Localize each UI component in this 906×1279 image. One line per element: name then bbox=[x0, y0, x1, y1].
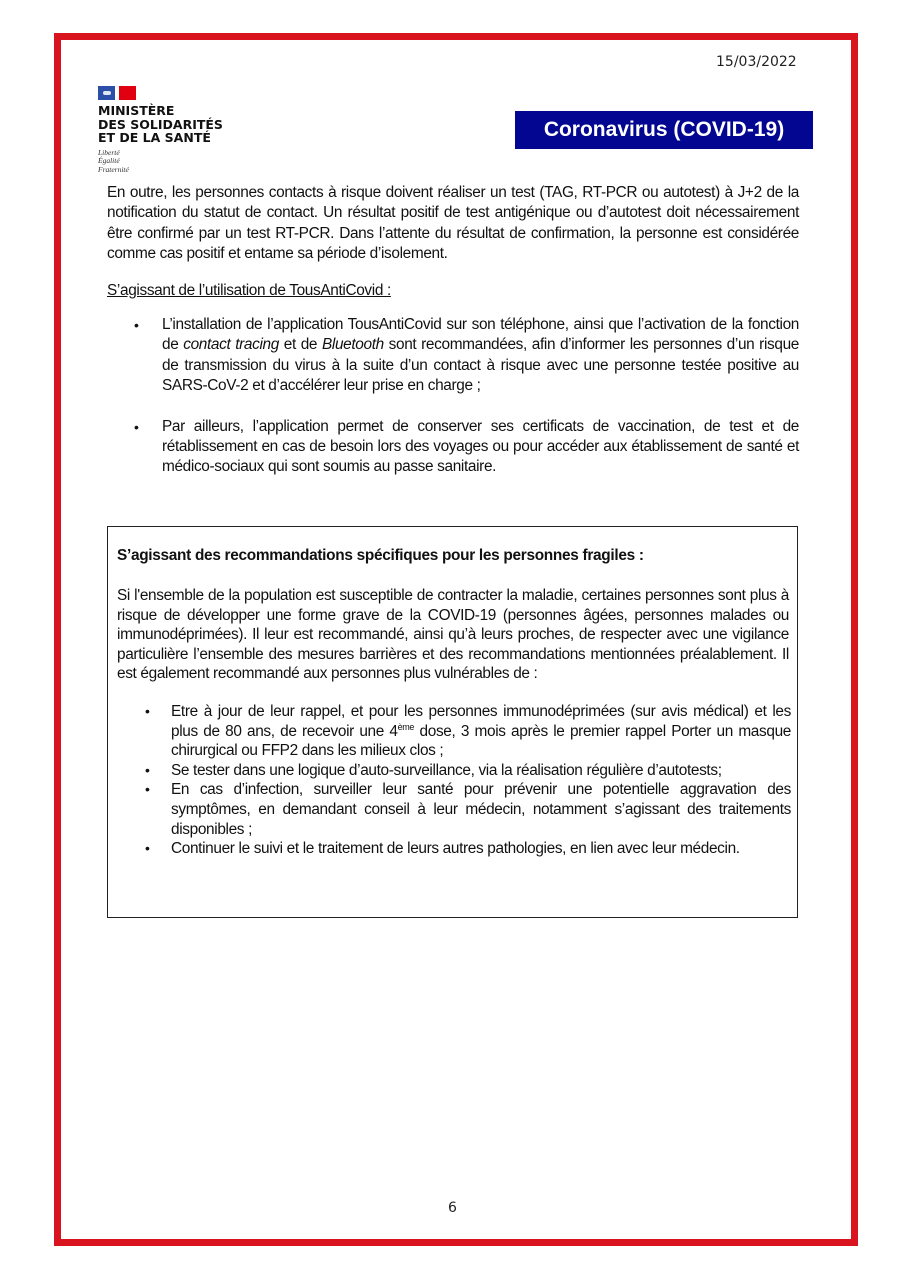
bullet-icon: • bbox=[134, 317, 139, 333]
intro-paragraph: En outre, les personnes contacts à risque doivent réaliser un test (TAG, RT-PCR ou autotest) à J+2 de la notification du statut de contact. Un résultat positif de test antigénique ou d’autotest doit nécessairement être confirmé par un test RT-PCR. Dans l’attente du résultat de confirmation, la personne est considérée comme cas positif et entame sa période d’isolement. bbox=[107, 184, 799, 263]
fragile-recommendations-list bbox=[117, 702, 791, 859]
item-text: Continuer le suivi et le traitement de leurs autres pathologies, en lien avec leur médecin. bbox=[171, 840, 740, 858]
item-text: sont recommandées, afin d’informer les personnes d’un risque de transmission du virus à la suite d’un contact à risque avec une personne testée positive au SARS-CoV-2 et d’accélérer leur prise en charge ; bbox=[162, 336, 799, 395]
item-text: dose, 3 mois après le premier rappel Porter un masque chirurgical ou FFP2 dans les milieux clos ; bbox=[171, 722, 791, 760]
flag-blue-part bbox=[98, 86, 115, 100]
item-text: et de bbox=[278, 336, 322, 354]
list-item bbox=[107, 315, 799, 397]
fragile-box-heading: S’agissant des recommandations spécifiques pour les personnes fragiles : bbox=[117, 547, 644, 564]
ministry-line: MINISTÈRE bbox=[98, 103, 175, 118]
french-republic-marianne-flag-icon bbox=[98, 86, 136, 100]
list-item bbox=[117, 839, 791, 859]
bullet-icon: • bbox=[145, 703, 150, 719]
ministry-logo bbox=[98, 86, 223, 174]
ministry-line: DES SOLIDARITÉS bbox=[98, 116, 223, 132]
motto-line: Fraternité bbox=[98, 164, 129, 174]
item-text: Par ailleurs, l’application permet de conserver ses certificats de vaccination, de test et de rétablissement en cas de besoin lors des voyages ou pour accéder aux établissement de santé et médico-sociaux qui sont soumis au passe sanitaire. bbox=[162, 417, 799, 476]
tousanticovid-list bbox=[107, 315, 799, 478]
fragile-box-body: Si l'ensemble de la population est susceptible de contracter la maladie, certaines personnes sont plus à risque de développer une forme grave de la COVID-19 (personnes âgées, personnes malades ou immunodéprimées). Il leur est recommandé, ainsi qu’à leurs proches, de respecter avec une vigilance particulière l’ensemble des mesures barrières et des recommandations mentionnées préalablement. Il est également recommandé aux personnes plus vulnérables de : bbox=[117, 587, 789, 682]
item-text: L’installation de l’application TousAntiCovid sur son téléphone, ainsi que l’activation de la fonction de bbox=[162, 316, 799, 354]
bullet-icon: • bbox=[145, 781, 150, 798]
ministry-line: ET DE LA SANTÉ bbox=[98, 130, 211, 145]
item-text: Se tester dans une logique d’auto-surveillance, via la réalisation régulière d’autotests; bbox=[171, 761, 722, 779]
page-number: 6 bbox=[448, 1200, 457, 1216]
topic-banner bbox=[515, 111, 813, 149]
bullet-icon: • bbox=[134, 418, 139, 435]
motto-line: Liberté bbox=[98, 147, 120, 157]
document-date: 15/03/2022 bbox=[716, 54, 797, 70]
list-item bbox=[107, 417, 799, 478]
superscript: ème bbox=[397, 721, 415, 732]
ministry-name bbox=[98, 104, 223, 145]
item-text: Etre à jour de leur rappel, et pour les personnes immunodéprimées (sur avis médical) et les plus de 80 ans, de recevoir une 4 bbox=[171, 703, 791, 740]
list-item bbox=[117, 702, 791, 761]
item-emphasis: Bluetooth bbox=[321, 336, 384, 354]
list-item bbox=[117, 780, 791, 839]
bullet-icon: • bbox=[145, 840, 150, 857]
flag-red-part bbox=[119, 86, 136, 100]
list-item bbox=[117, 761, 791, 781]
fragile-persons-box bbox=[107, 526, 798, 918]
republic-motto bbox=[98, 149, 223, 175]
item-emphasis: contact tracing bbox=[183, 336, 279, 354]
banner-title: Coronavirus (COVID-19) bbox=[543, 118, 785, 141]
bullet-icon: • bbox=[145, 761, 150, 778]
motto-line: Égalité bbox=[98, 156, 120, 165]
tousanticovid-heading: S’agissant de l’utilisation de TousAntiCovid : bbox=[107, 282, 391, 299]
item-text: En cas d’infection, surveiller leur santé pour prévenir une potentielle aggravation des symptômes, en demandant conseil à leur médecin, notamment s’agissant des traitements disponibles ; bbox=[171, 781, 791, 838]
